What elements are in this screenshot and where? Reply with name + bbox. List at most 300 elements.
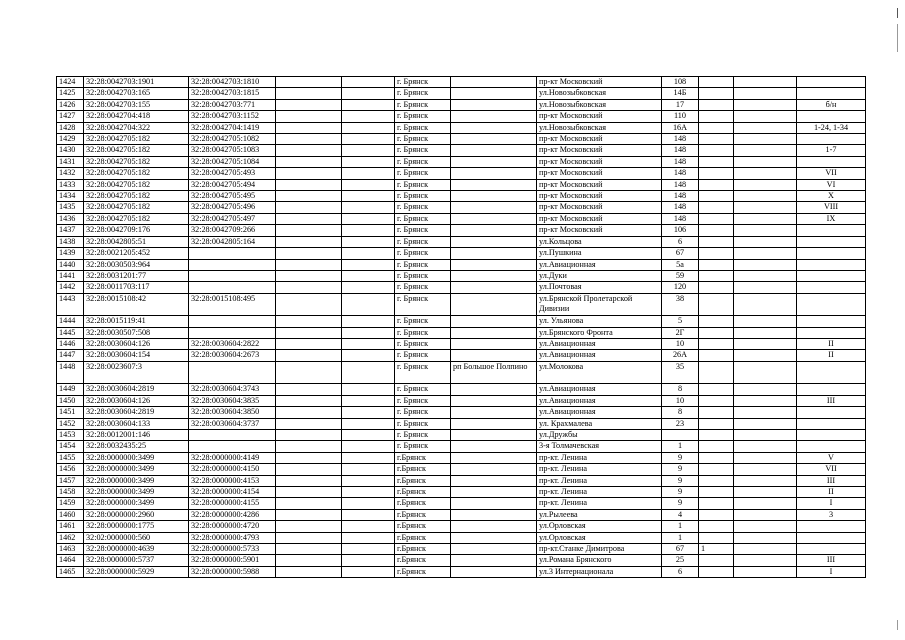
cadastral-building	[189, 361, 276, 384]
empty-cell	[276, 521, 342, 532]
house-number-cell: 9	[662, 487, 699, 498]
empty-cell	[276, 282, 342, 293]
empty-cell	[734, 509, 797, 520]
cadastral-parcel: 32:28:0042703:1901	[84, 77, 189, 88]
empty-cell	[734, 191, 797, 202]
locality-cell	[451, 77, 537, 88]
city-cell: г.Брянск	[395, 487, 451, 498]
street-cell: ул.Новозыбковская	[537, 99, 662, 110]
cadastral-building: 32:28:0030604:3737	[189, 418, 276, 429]
premises-cell: II	[797, 487, 866, 498]
table-row	[57, 475, 866, 486]
empty-cell	[276, 487, 342, 498]
street-cell: ул.Орловская	[537, 532, 662, 543]
street-cell: ул.Дружбы	[537, 429, 662, 440]
premises-cell: 3	[797, 509, 866, 520]
street-cell: пр-кт Московский	[537, 111, 662, 122]
locality-cell	[451, 179, 537, 190]
cadastral-building: 32:28:0042705:1084	[189, 156, 276, 167]
cadastral-building: 32:28:0000000:5901	[189, 555, 276, 566]
cadastral-building: 32:28:0000000:4149	[189, 452, 276, 463]
street-cell: ул.Романа Брянского	[537, 555, 662, 566]
premises-cell: I	[797, 498, 866, 509]
row-number: 1455	[57, 452, 84, 463]
city-cell: г.Брянск	[395, 509, 451, 520]
premises-cell: б/н	[797, 99, 866, 110]
premises-cell: VII	[797, 464, 866, 475]
table-row	[57, 213, 866, 224]
house-number-cell: 35	[662, 361, 699, 384]
cadastral-parcel: 32:28:0000000:3499	[84, 498, 189, 509]
premises-cell: 1-7	[797, 145, 866, 156]
cadastral-parcel: 32:28:0012001:146	[84, 429, 189, 440]
row-number: 1457	[57, 475, 84, 486]
cadastral-building: 32:28:0042703:771	[189, 99, 276, 110]
locality-cell	[451, 395, 537, 406]
table-row	[57, 179, 866, 190]
empty-cell	[276, 191, 342, 202]
premises-cell	[797, 327, 866, 338]
row-number: 1431	[57, 156, 84, 167]
row-number: 1462	[57, 532, 84, 543]
cadastral-parcel: 32:28:0042704:418	[84, 111, 189, 122]
table-row	[57, 88, 866, 99]
row-number: 1451	[57, 407, 84, 418]
building-cell	[699, 168, 734, 179]
locality-cell: рп Большое Полпино	[451, 361, 537, 384]
empty-cell	[342, 475, 395, 486]
premises-cell: VII	[797, 168, 866, 179]
building-cell	[699, 293, 734, 316]
cadastral-parcel: 32:28:0030503:964	[84, 259, 189, 270]
table-row	[57, 191, 866, 202]
empty-cell	[276, 236, 342, 247]
cadastral-building: 32:28:0015108:495	[189, 293, 276, 316]
cadastral-parcel: 32:28:0042703:165	[84, 88, 189, 99]
building-cell	[699, 464, 734, 475]
city-cell: г. Брянск	[395, 361, 451, 384]
table-row	[57, 282, 866, 293]
locality-cell	[451, 327, 537, 338]
empty-cell	[342, 111, 395, 122]
building-cell	[699, 77, 734, 88]
locality-cell	[451, 429, 537, 440]
empty-cell	[342, 156, 395, 167]
premises-cell	[797, 248, 866, 259]
empty-cell	[734, 327, 797, 338]
street-cell: пр-кт Московский	[537, 168, 662, 179]
row-number: 1446	[57, 339, 84, 350]
empty-cell	[342, 270, 395, 281]
city-cell: г. Брянск	[395, 282, 451, 293]
street-cell: ул.Брянского Фронта	[537, 327, 662, 338]
building-cell	[699, 248, 734, 259]
row-number: 1453	[57, 429, 84, 440]
empty-cell	[734, 270, 797, 281]
house-number-cell: 17	[662, 99, 699, 110]
table-row	[57, 566, 866, 577]
house-number-cell: 25	[662, 555, 699, 566]
empty-cell	[734, 179, 797, 190]
premises-cell	[797, 361, 866, 384]
empty-cell	[734, 316, 797, 327]
empty-cell	[734, 145, 797, 156]
city-cell: г. Брянск	[395, 407, 451, 418]
empty-cell	[276, 555, 342, 566]
empty-cell	[342, 566, 395, 577]
empty-cell	[734, 487, 797, 498]
cadastral-parcel: 32:28:0042705:182	[84, 134, 189, 145]
house-number-cell: 26А	[662, 350, 699, 361]
house-number-cell: 9	[662, 475, 699, 486]
cadastral-parcel: 32:28:0030507:508	[84, 327, 189, 338]
building-cell	[699, 122, 734, 133]
empty-cell	[276, 99, 342, 110]
street-cell: ул.Авиационная	[537, 339, 662, 350]
row-number: 1438	[57, 236, 84, 247]
empty-cell	[734, 99, 797, 110]
locality-cell	[451, 350, 537, 361]
cadastral-parcel: 32:28:0042705:182	[84, 156, 189, 167]
property-register-table	[56, 76, 866, 578]
empty-cell	[734, 395, 797, 406]
building-cell	[699, 566, 734, 577]
premises-cell: 1-24, 1-34	[797, 122, 866, 133]
building-cell	[699, 145, 734, 156]
building-cell	[699, 509, 734, 520]
row-number: 1456	[57, 464, 84, 475]
premises-cell	[797, 544, 866, 555]
cadastral-building: 32:28:0000000:4155	[189, 498, 276, 509]
empty-cell	[734, 555, 797, 566]
house-number-cell: 148	[662, 179, 699, 190]
locality-cell	[451, 134, 537, 145]
city-cell: г. Брянск	[395, 179, 451, 190]
cadastral-parcel: 32:28:0015119:41	[84, 316, 189, 327]
row-number: 1433	[57, 179, 84, 190]
empty-cell	[276, 441, 342, 452]
cadastral-building: 32:28:0042704:1419	[189, 122, 276, 133]
table-row	[57, 521, 866, 532]
cadastral-building: 32:28:0030604:3743	[189, 384, 276, 395]
building-cell	[699, 395, 734, 406]
street-cell: 3-я Толмачевская	[537, 441, 662, 452]
empty-cell	[276, 88, 342, 99]
cadastral-building: 32:28:0000000:4286	[189, 509, 276, 520]
cadastral-building: 32:28:0030604:2673	[189, 350, 276, 361]
locality-cell	[451, 225, 537, 236]
table-row	[57, 168, 866, 179]
empty-cell	[276, 225, 342, 236]
cadastral-building: 32:28:0042705:1083	[189, 145, 276, 156]
locality-cell	[451, 566, 537, 577]
empty-cell	[734, 213, 797, 224]
premises-cell: II	[797, 350, 866, 361]
building-cell	[699, 134, 734, 145]
cadastral-parcel: 32:28:0042705:182	[84, 145, 189, 156]
scan-edge-mark	[897, 620, 898, 630]
premises-cell: III	[797, 475, 866, 486]
table-row	[57, 544, 866, 555]
cadastral-building	[189, 248, 276, 259]
locality-cell	[451, 532, 537, 543]
table-row	[57, 498, 866, 509]
cadastral-building: 32:28:0042703:1815	[189, 88, 276, 99]
empty-cell	[276, 350, 342, 361]
cadastral-building: 32:28:0000000:5988	[189, 566, 276, 577]
house-number-cell	[662, 429, 699, 440]
cadastral-building: 32:28:0042705:493	[189, 168, 276, 179]
locality-cell	[451, 384, 537, 395]
house-number-cell: 38	[662, 293, 699, 316]
cadastral-parcel: 32:28:0030604:2819	[84, 407, 189, 418]
cadastral-building	[189, 282, 276, 293]
locality-cell	[451, 544, 537, 555]
table-row	[57, 77, 866, 88]
building-cell	[699, 202, 734, 213]
cadastral-parcel: 32:28:0000000:5737	[84, 555, 189, 566]
cadastral-parcel: 32:28:0015108:42	[84, 293, 189, 316]
empty-cell	[342, 361, 395, 384]
table-row	[57, 236, 866, 247]
street-cell: пр-кт Московский	[537, 191, 662, 202]
city-cell: г. Брянск	[395, 213, 451, 224]
table-body	[57, 77, 866, 578]
building-cell	[699, 270, 734, 281]
house-number-cell: 148	[662, 191, 699, 202]
empty-cell	[734, 236, 797, 247]
locality-cell	[451, 555, 537, 566]
city-cell: г. Брянск	[395, 236, 451, 247]
empty-cell	[342, 88, 395, 99]
building-cell: 1	[699, 544, 734, 555]
empty-cell	[342, 99, 395, 110]
premises-cell: X	[797, 191, 866, 202]
row-number: 1436	[57, 213, 84, 224]
building-cell	[699, 361, 734, 384]
building-cell	[699, 236, 734, 247]
empty-cell	[342, 429, 395, 440]
cadastral-building: 32:28:0000000:4153	[189, 475, 276, 486]
locality-cell	[451, 122, 537, 133]
house-number-cell: 59	[662, 270, 699, 281]
street-cell: пр-кт. Ленина	[537, 487, 662, 498]
row-number: 1430	[57, 145, 84, 156]
cadastral-parcel: 32:28:0000000:3499	[84, 452, 189, 463]
empty-cell	[342, 145, 395, 156]
table-row	[57, 293, 866, 316]
locality-cell	[451, 521, 537, 532]
row-number: 1437	[57, 225, 84, 236]
table-row	[57, 225, 866, 236]
row-number: 1448	[57, 361, 84, 384]
table-row	[57, 350, 866, 361]
cadastral-building: 32:28:0042805:164	[189, 236, 276, 247]
city-cell: г.Брянск	[395, 555, 451, 566]
locality-cell	[451, 293, 537, 316]
house-number-cell: 67	[662, 248, 699, 259]
locality-cell	[451, 464, 537, 475]
locality-cell	[451, 191, 537, 202]
empty-cell	[276, 111, 342, 122]
empty-cell	[276, 270, 342, 281]
scan-edge-mark	[897, 8, 898, 18]
premises-cell: III	[797, 395, 866, 406]
table-row	[57, 452, 866, 463]
locality-cell	[451, 498, 537, 509]
street-cell: ул.Новозыбковская	[537, 88, 662, 99]
house-number-cell: 5а	[662, 259, 699, 270]
empty-cell	[342, 544, 395, 555]
table-row	[57, 327, 866, 338]
house-number-cell: 2Г	[662, 327, 699, 338]
empty-cell	[734, 88, 797, 99]
row-number: 1435	[57, 202, 84, 213]
premises-cell	[797, 418, 866, 429]
street-cell: ул.Авиационная	[537, 350, 662, 361]
cadastral-building: 32:28:0000000:4150	[189, 464, 276, 475]
cadastral-parcel: 32:28:0030604:133	[84, 418, 189, 429]
locality-cell	[451, 99, 537, 110]
building-cell	[699, 350, 734, 361]
house-number-cell: 148	[662, 202, 699, 213]
cadastral-parcel: 32:28:0000000:3499	[84, 464, 189, 475]
cadastral-building: 32:28:0042705:496	[189, 202, 276, 213]
empty-cell	[276, 339, 342, 350]
cadastral-parcel: 32:28:0042705:182	[84, 202, 189, 213]
empty-cell	[276, 361, 342, 384]
city-cell: г. Брянск	[395, 395, 451, 406]
house-number-cell: 1	[662, 521, 699, 532]
empty-cell	[276, 202, 342, 213]
empty-cell	[734, 350, 797, 361]
house-number-cell: 10	[662, 339, 699, 350]
empty-cell	[342, 134, 395, 145]
row-number: 1442	[57, 282, 84, 293]
locality-cell	[451, 202, 537, 213]
house-number-cell: 67	[662, 544, 699, 555]
premises-cell	[797, 316, 866, 327]
cadastral-parcel: 32:28:0000000:3499	[84, 475, 189, 486]
cadastral-parcel: 32:02:0000000:560	[84, 532, 189, 543]
building-cell	[699, 111, 734, 122]
building-cell	[699, 213, 734, 224]
row-number: 1439	[57, 248, 84, 259]
locality-cell	[451, 509, 537, 520]
house-number-cell: 5	[662, 316, 699, 327]
house-number-cell: 6	[662, 236, 699, 247]
street-cell: пр-кт. Ленина	[537, 464, 662, 475]
house-number-cell: 148	[662, 134, 699, 145]
city-cell: г. Брянск	[395, 225, 451, 236]
empty-cell	[276, 327, 342, 338]
empty-cell	[342, 532, 395, 543]
locality-cell	[451, 487, 537, 498]
locality-cell	[451, 88, 537, 99]
building-cell	[699, 532, 734, 543]
street-cell: ул.Авиационная	[537, 384, 662, 395]
cadastral-building: 32:28:0042709:266	[189, 225, 276, 236]
street-cell: ул.Новозыбковская	[537, 122, 662, 133]
table-row	[57, 339, 866, 350]
row-number: 1444	[57, 316, 84, 327]
row-number: 1459	[57, 498, 84, 509]
empty-cell	[342, 452, 395, 463]
city-cell: г. Брянск	[395, 293, 451, 316]
empty-cell	[342, 395, 395, 406]
empty-cell	[342, 418, 395, 429]
house-number-cell: 148	[662, 168, 699, 179]
locality-cell	[451, 475, 537, 486]
city-cell: г. Брянск	[395, 122, 451, 133]
row-number: 1450	[57, 395, 84, 406]
cadastral-parcel: 32:28:0042704:322	[84, 122, 189, 133]
cadastral-building: 32:28:0042705:497	[189, 213, 276, 224]
locality-cell	[451, 213, 537, 224]
empty-cell	[734, 168, 797, 179]
house-number-cell: 148	[662, 213, 699, 224]
cadastral-building: 32:28:0042703:1810	[189, 77, 276, 88]
empty-cell	[342, 327, 395, 338]
empty-cell	[342, 168, 395, 179]
cadastral-parcel: 32:28:0011703:117	[84, 282, 189, 293]
building-cell	[699, 88, 734, 99]
empty-cell	[342, 213, 395, 224]
premises-cell: I	[797, 566, 866, 577]
city-cell: г. Брянск	[395, 111, 451, 122]
city-cell: г. Брянск	[395, 270, 451, 281]
premises-cell	[797, 111, 866, 122]
cadastral-building: 32:28:0030604:3835	[189, 395, 276, 406]
cadastral-parcel: 32:28:0000000:3499	[84, 487, 189, 498]
premises-cell	[797, 407, 866, 418]
table-row	[57, 316, 866, 327]
city-cell: г.Брянск	[395, 566, 451, 577]
locality-cell	[451, 156, 537, 167]
building-cell	[699, 259, 734, 270]
city-cell: г.Брянск	[395, 532, 451, 543]
premises-cell	[797, 88, 866, 99]
empty-cell	[276, 179, 342, 190]
empty-cell	[342, 384, 395, 395]
row-number: 1443	[57, 293, 84, 316]
building-cell	[699, 441, 734, 452]
locality-cell	[451, 168, 537, 179]
street-cell: пр-кт Московский	[537, 145, 662, 156]
premises-cell	[797, 259, 866, 270]
locality-cell	[451, 282, 537, 293]
building-cell	[699, 452, 734, 463]
premises-cell	[797, 225, 866, 236]
city-cell: г. Брянск	[395, 248, 451, 259]
city-cell: г. Брянск	[395, 327, 451, 338]
street-cell: пр-кт Московский	[537, 134, 662, 145]
building-cell	[699, 327, 734, 338]
table-row	[57, 270, 866, 281]
cadastral-parcel: 32:28:0030604:154	[84, 350, 189, 361]
city-cell: г. Брянск	[395, 134, 451, 145]
empty-cell	[734, 532, 797, 543]
empty-cell	[276, 293, 342, 316]
locality-cell	[451, 316, 537, 327]
empty-cell	[734, 248, 797, 259]
city-cell: г. Брянск	[395, 145, 451, 156]
street-cell: ул. Ульянова	[537, 316, 662, 327]
row-number: 1454	[57, 441, 84, 452]
cadastral-building: 32:28:0042705:494	[189, 179, 276, 190]
empty-cell	[734, 544, 797, 555]
empty-cell	[276, 168, 342, 179]
